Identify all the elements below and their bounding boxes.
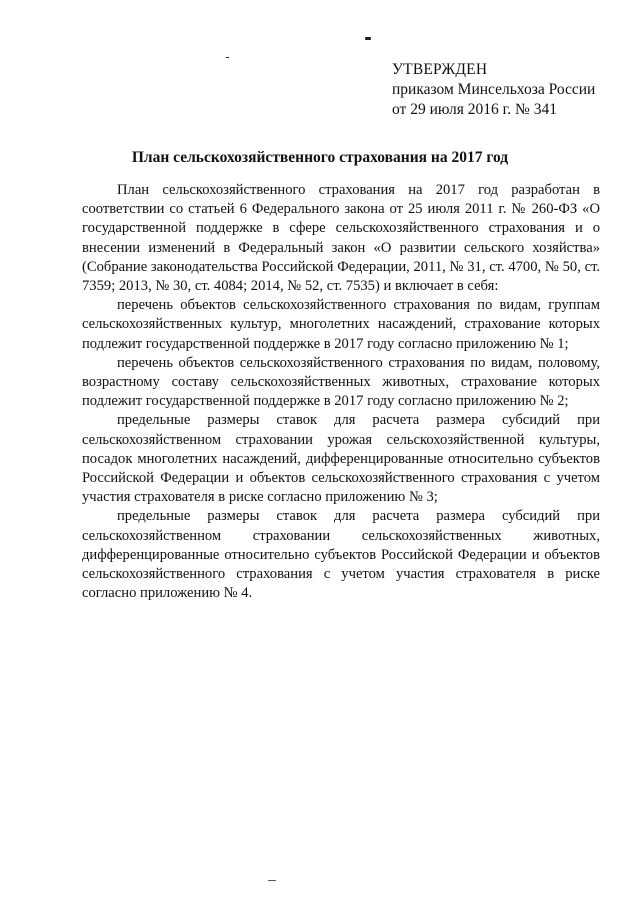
scan-speck <box>365 37 371 40</box>
approval-heading: УТВЕРЖДЕН <box>392 61 488 78</box>
document-body <box>82 181 600 603</box>
body-paragraph-item-1: перечень объектов сельскохозяйственного страхования по видам, группам сельскохозяйственных культур, многолетних насаждений, страхование которых подлежит государственной поддержке в 2017 году согласно приложению № 1; <box>82 297 600 352</box>
approval-block <box>392 60 622 120</box>
body-paragraph-item-4: предельные размеры ставок для расчета размера субсидий при сельскохозяйственном страховании сельскохозяйственных животных, дифференцированные относительно субъектов Российской Федерации и объектов сельскохозяйственного страхования с учетом участия страхователя в риске согласно приложению № 4. <box>82 508 600 602</box>
scan-speck <box>226 57 229 58</box>
scan-speck <box>268 880 276 881</box>
body-paragraph-item-3: предельные размеры ставок для расчета размера субсидий при сельскохозяйственном страховании урожая сельскохозяйственной культуры, посадок многолетних насаждений, дифференцированные относительно субъектов Российской Федерации и объектов сельскохозяйственного страхования с учетом участия страхователя в риске согласно приложению № 3; <box>82 412 600 506</box>
document-title: План сельскохозяйственного страхования на 2017 год <box>131 149 509 166</box>
body-paragraph-intro: План сельскохозяйственного страхования на 2017 год разработан в соответствии со статьей 6 Федерального закона от 25 июля 2011 г. № 260-ФЗ «О государственной поддержке в сфере сельскохозяйственного страхования и о внесении изменений в Федеральный закон «О развитии сельского хозяйства» (Собрание законодательства Российской Федерации, 2011, № 31, ст. 4700, № 50, ст. 7359; 2013, № 30, ст. 4084; 2014, № 52, ст. 7535) и включает в себя: <box>82 182 600 295</box>
approval-order-line: приказом Минсельхоза России <box>392 81 596 98</box>
approval-date-line: от 29 июля 2016 г. № 341 <box>392 101 557 118</box>
body-paragraph-item-2: перечень объектов сельскохозяйственного страхования по видам, половому, возрастному составу сельскохозяйственных животных, страхование которых подлежит государственной поддержке в 2017 году согласно приложению № 2; <box>82 354 600 410</box>
